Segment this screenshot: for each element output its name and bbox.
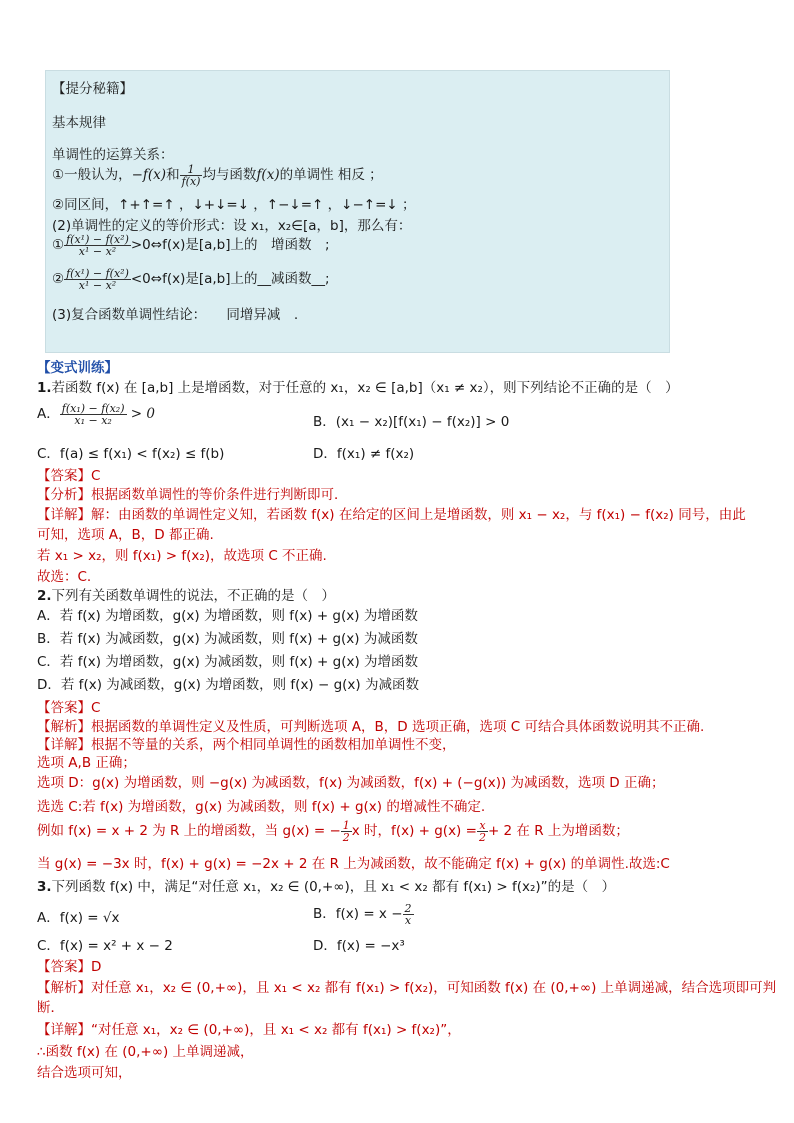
q3-analysis-2: 断．	[37, 1000, 64, 1016]
q2-answer: 【答案】C	[37, 700, 101, 716]
q1-option-a-fraction: $\frac{\text{f(x₁) − f(x₂)}}{\text{x₁ − x₂}}$	[61, 401, 125, 427]
q2-option-b: B．若 f(x) 为减函数，g(x) 为减函数，则 f(x) + g(x) 为减函数	[37, 631, 418, 647]
tip-rule-4: ① $\frac{\text{f(x¹) − f(x²)}}{\text{x¹ − x²}}$ >0⇔f(x)是[a,b]上的 增函数 ;	[52, 232, 330, 258]
q2-option-a: A．若 f(x) 为增函数，g(x) 为增函数，则 f(x) + g(x) 为增函数	[37, 608, 418, 624]
q1-option-c: C．f(a) ≤ f(x₁) < f(x₂) ≤ f(b)	[37, 446, 225, 462]
q1-answer: 【答案】C	[37, 468, 101, 484]
q2-detail-4: 选选 C:若 f(x) 为增函数，g(x) 为减函数，则 f(x) + g(x) 的增减性不确定.	[37, 799, 486, 815]
tip-box	[45, 70, 670, 353]
q2-detail-1: 【详解】根据不等量的关系，两个相同单调性的函数相加单调性不变，	[37, 737, 456, 753]
q3-option-a: A．f(x) = √x	[37, 910, 120, 926]
q3-option-d: D．f(x) = −x³	[313, 938, 405, 954]
q3-detail-2: ∴函数 f(x) 在 (0,+∞) 上单调递减，	[37, 1044, 254, 1060]
q2-option-d: D．若 f(x) 为减函数，g(x) 为增函数，则 f(x) − g(x) 为减函数	[37, 677, 419, 693]
q1-detail-1: 【详解】解：由函数的单调性定义知，若函数 f(x) 在给定的区间上是增函数，则 x₁ − x₂，与 f(x₁) − f(x₂) 同号，由此	[37, 507, 746, 523]
q2-fraction-x-half: $\frac{x}{2}$	[478, 818, 486, 844]
q1-stem: 1.若函数 f(x) 在 [a,b] 上是增函数，对于任意的 x₁，x₂ ∈ [a,b]（x₁ ≠ x₂），则下列结论不正确的是（ ）	[37, 380, 679, 396]
tip-rule-3: (2)单调性的定义的等价形式：设 x₁，x₂∈[a，b]，那么有：	[52, 218, 412, 234]
q1-detail-4: 故选：C.	[37, 569, 92, 585]
tip-title: 【提分秘籍】	[52, 81, 133, 97]
tip-rule-5: ② $\frac{\text{f(x¹) − f(x²)}}{\text{x¹ − x²}}$ <0⇔f(x)是[a,b]上的__减函数__;	[52, 266, 330, 292]
q3-stem: 3.下列函数 f(x) 中，满足“对任意 x₁，x₂ ∈ (0,+∞)，且 x₁ < x₂ 都有 f(x₁) > f(x₂)”的是（ ）	[37, 879, 616, 895]
q2-detail-6: 当 g(x) = −3x 时，f(x) + g(x) = −2x + 2 在 R 上为减函数，故不能确定 f(x) + g(x) 的单调性.故选:C	[37, 856, 670, 872]
q3-detail-1: 【详解】“对任意 x₁，x₂ ∈ (0,+∞)，且 x₁ < x₂ 都有 f(x₁) > f(x₂)”，	[37, 1022, 461, 1038]
q2-stem: 2.下列有关函数单调性的说法，不正确的是（ ）	[37, 588, 336, 604]
tip-rule-2: ②同区间，↑+↑=↑ ，↓+↓=↓ ，↑−↓=↑ ，↓−↑=↓ ；	[52, 197, 416, 213]
q1-option-a: A． $\frac{\text{f(x₁) − f(x₂)}}{\text{x₁ − x₂}}$ > 0	[37, 401, 155, 427]
q3-detail-3: 结合选项可知，	[37, 1065, 132, 1081]
tip-heading: 单调性的运算关系：	[52, 147, 174, 163]
q1-detail-3: 若 x₁ > x₂，则 f(x₁) > f(x₂)，故选项 C 不正确.	[37, 548, 327, 564]
tip-rule-6: (3)复合函数单调性结论： 同增异减 .	[52, 307, 299, 323]
q1-detail-2: 可知，选项 A，B，D 都正确.	[37, 527, 214, 543]
q2-analysis: 【解析】根据函数的单调性定义及性质，可判断选项 A，B，D 选项正确，选项 C 可结合具体函数说明其不正确.	[37, 719, 705, 735]
q2-detail-2: 选项 A,B 正确；	[37, 755, 136, 771]
q3-option-b-fraction: $\frac{2}{x}$	[404, 901, 412, 927]
q2-detail-5: 例如 f(x) = x + 2 为 R 上的增函数，当 g(x) = − $\frac{1}{2}$ x 时，f(x) + g(x) = $\frac{x}{2}$ + 2 在 R 上为增函数；	[37, 818, 629, 844]
tip-fraction-1: $\frac{1}{f(x)}$	[181, 162, 201, 188]
q1-option-d: D．f(x₁) ≠ f(x₂)	[313, 446, 415, 462]
q3-analysis-1: 【解析】对任意 x₁，x₂ ∈ (0,+∞)，且 x₁ < x₂ 都有 f(x₁) > f(x₂)，可知函数 f(x) 在 (0,+∞) 上单调递减，结合选项即可判	[37, 980, 777, 996]
q3-option-c: C．f(x) = x² + x − 2	[37, 938, 173, 954]
q3-answer: 【答案】D	[37, 959, 102, 975]
tip-rule-1: ①一般认为，−f(x)和 $\frac{1}{f(x)}$ 均与函数f(x)的单调性 相反 ；	[52, 162, 383, 188]
q2-fraction-half: $\frac{1}{2}$	[342, 818, 350, 844]
q1-analysis: 【分析】根据函数单调性的等价条件进行判断即可．	[37, 487, 348, 503]
section-heading: 【变式训练】	[37, 360, 118, 376]
tip-subtitle: 基本规律	[52, 115, 106, 131]
q2-option-c: C．若 f(x) 为增函数，g(x) 为减函数，则 f(x) + g(x) 为增函数	[37, 654, 419, 670]
tip-fraction-3: $\frac{\text{f(x¹) − f(x²)}}{\text{x¹ − x²}}$	[66, 266, 129, 292]
q3-option-b: B．f(x) = x − $\frac{2}{x}$	[313, 901, 412, 927]
q1-option-b: B．(x₁ − x₂)[f(x₁) − f(x₂)] > 0	[313, 414, 510, 430]
q2-detail-3: 选项 D：g(x) 为增函数，则 −g(x) 为减函数，f(x) 为减函数，f(x) + (−g(x)) 为减函数，选项 D 正确；	[37, 775, 665, 791]
tip-fraction-2: $\frac{\text{f(x¹) − f(x²)}}{\text{x¹ − x²}}$	[66, 232, 129, 258]
